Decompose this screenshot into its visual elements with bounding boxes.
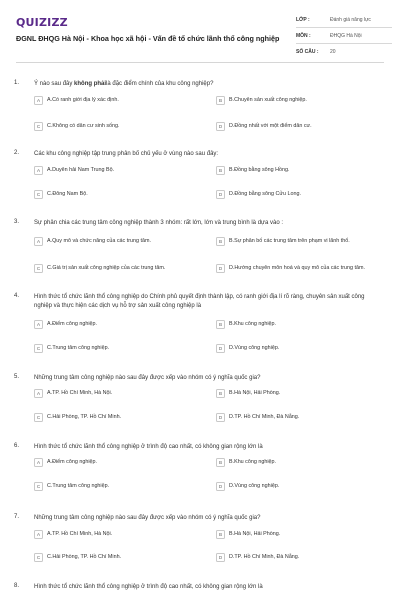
answer-option-a[interactable] [34,530,204,539]
question-number: 6. [14,443,20,449]
option-letter-box[interactable]: C [34,482,43,491]
answer-option-d[interactable] [216,122,386,131]
answer-option-c[interactable] [34,264,204,273]
option-letter-box[interactable]: C [34,553,43,562]
option-text: B.Sự phân bố các trung tâm trên phạm vi lãnh thổ. [229,238,350,244]
answer-option-b[interactable] [216,458,386,467]
question-text [34,374,384,383]
option-letter-box[interactable]: D [216,190,225,199]
question-text-part: Hình thức tổ chức lãnh thổ công nghiệp ở trình độ cao nhất, có không gian rộng lớn là [34,584,263,590]
question-text [34,583,384,592]
option-letter-box[interactable]: D [216,122,225,131]
answer-option-c[interactable] [34,553,204,562]
question-text [34,80,384,89]
answer-option-d[interactable] [216,344,386,353]
option-text: A.Điểm công nghiệp. [47,459,98,465]
meta-table [296,12,392,60]
question-number: 5. [14,374,20,380]
option-letter-box[interactable]: B [216,320,225,329]
option-letter-box[interactable]: A [34,458,43,467]
question-text-emphasis: không phải [74,81,107,87]
answer-option-b[interactable] [216,320,386,329]
option-letter-box[interactable]: A [34,237,43,246]
option-text: B.Khu công nghiệp. [229,459,277,465]
option-letter-box[interactable]: C [34,413,43,422]
answer-option-c[interactable] [34,413,204,422]
meta-label: LỚP : [296,16,310,23]
question-text [34,514,384,523]
answer-option-c[interactable] [34,482,204,491]
option-text: A.TP. Hồ Chí Minh, Hà Nội. [47,390,113,396]
option-letter-box[interactable]: A [34,96,43,105]
option-letter-box[interactable]: B [216,389,225,398]
question-text-part: Ý nào sau đây [34,81,75,87]
option-text: B.Khu công nghiệp. [229,321,277,327]
option-text: A.Có ranh giới địa lý xác định. [47,97,119,103]
option-text: C.Không có dân cư sinh sống. [47,123,120,129]
option-text: D.Hướng chuyên môn hoá và quy mô của các trung tâm. [229,265,365,271]
meta-row-count [296,44,392,60]
option-text: C.Giá trị sản xuất công nghiệp của các trung tâm. [47,265,166,271]
answer-option-d[interactable] [216,482,386,491]
question-text-part: Hình thức tổ chức lãnh thổ công nghiệp do Chính phủ quyết định thành lập, có ranh giới địa lí rõ ràng, chuyên sản xuất công nghiệp và thực hiện các dịch vụ hỗ trợ sản xuất công nghiệp là [34,294,365,309]
option-letter-box[interactable]: C [34,122,43,131]
option-text: C.Trung tâm công nghiệp. [47,345,110,351]
answer-option-c[interactable] [34,122,204,131]
option-letter-box[interactable]: A [34,166,43,175]
answer-option-a[interactable] [34,389,204,398]
option-letter-box[interactable]: B [216,166,225,175]
question-text [34,219,384,228]
meta-value: 20 [330,49,336,55]
question-text-part: Những trung tâm công nghiệp nào sau đây được xếp vào nhóm có ý nghĩa quốc gia? [34,515,261,521]
question-number: 3. [14,219,20,225]
option-letter-box[interactable]: D [216,553,225,562]
option-text: C.Trung tâm công nghiệp. [47,483,110,489]
option-letter-box[interactable]: D [216,264,225,273]
answer-option-d[interactable] [216,553,386,562]
option-text: C.Hải Phòng, TP. Hồ Chí Minh. [47,554,122,560]
header-divider [16,62,384,63]
option-text: D.Vùng công nghiệp. [229,345,280,351]
option-text: A.Điểm công nghiệp. [47,321,98,327]
question-text [34,443,384,452]
option-letter-box[interactable]: C [34,344,43,353]
answer-option-c[interactable] [34,344,204,353]
answer-option-b[interactable] [216,96,386,105]
meta-label: SỐ CÂU : [296,49,319,55]
answer-option-a[interactable] [34,166,204,175]
option-letter-box[interactable]: A [34,320,43,329]
option-letter-box[interactable]: A [34,530,43,539]
question-text-part: là đặc điểm chính của khu công nghiệp? [106,81,214,87]
answer-option-d[interactable] [216,413,386,422]
answer-option-a[interactable] [34,458,204,467]
question-text-part: Sự phân chia các trung tâm công nghiệp thành 3 nhóm: rất lớn, lớn và trung bình là dựa vào : [34,220,284,226]
page-title: ĐGNL ĐHQG Hà Nội - Khoa học xã hội - Vấn đề tổ chức lãnh thổ công nghiệp [16,34,280,43]
option-text: B.Đồng bằng sông Hồng. [229,167,290,173]
meta-row-class [296,12,392,28]
question-number: 8. [14,583,20,589]
answer-option-b[interactable] [216,166,386,175]
question-number: 4. [14,293,20,299]
meta-row-subject [296,28,392,44]
question-number: 2. [14,150,20,156]
answer-option-d[interactable] [216,264,386,273]
option-letter-box[interactable]: C [34,264,43,273]
option-text: A.Quy mô và chức năng của các trung tâm. [47,238,151,244]
question-text [34,293,384,311]
option-text: D.Đồng bằng sông Cửu Long. [229,191,301,197]
option-text: D.Vùng công nghiệp. [229,483,280,489]
question-text-part: Hình thức tổ chức lãnh thổ công nghiệp ở trình độ cao nhất, có không gian rộng lớn là [34,444,263,450]
option-letter-box[interactable]: B [216,458,225,467]
option-text: C.Hải Phòng, TP. Hồ Chí Minh. [47,414,122,420]
option-text: D.Đồng nhất với một điểm dân cư. [229,123,312,129]
option-letter-box[interactable]: B [216,237,225,246]
option-letter-box[interactable]: D [216,413,225,422]
option-text: B.Chuyên sản xuất công nghiệp. [229,97,307,103]
answer-option-a[interactable] [34,96,204,105]
option-text: D.TP. Hồ Chí Minh, Đà Nẵng. [229,414,300,420]
meta-value: Đánh giá năng lực [330,16,371,23]
option-letter-box[interactable]: D [216,344,225,353]
quizizz-logo: QUIZIZZ [16,16,68,29]
option-text: B.Hà Nội, Hải Phòng. [229,390,281,396]
option-letter-box[interactable]: B [216,530,225,539]
answer-option-a[interactable] [34,237,204,246]
question-text-part: Những trung tâm công nghiệp nào sau đây được xếp vào nhóm có ý nghĩa quốc gia? [34,375,261,381]
answer-option-c[interactable] [34,190,204,199]
option-text: B.Hà Nội, Hải Phòng. [229,531,281,537]
option-letter-box[interactable]: A [34,389,43,398]
option-text: A.TP. Hồ Chí Minh, Hà Nội. [47,531,113,537]
question-text [34,150,384,159]
question-number: 7. [14,514,20,520]
option-text: A.Duyên hải Nam Trung Bộ. [47,167,115,173]
option-letter-box[interactable]: C [34,190,43,199]
question-number: 1. [14,80,20,86]
meta-label: MÔN : [296,32,311,39]
answer-option-d[interactable] [216,190,386,199]
option-text: D.TP. Hồ Chí Minh, Đà Nẵng. [229,554,300,560]
answer-option-b[interactable] [216,237,386,246]
option-text: C.Đông Nam Bộ. [47,191,88,197]
answer-option-b[interactable] [216,530,386,539]
meta-value: ĐHQG Hà Nội [330,32,362,39]
option-letter-box[interactable]: D [216,482,225,491]
answer-option-b[interactable] [216,389,386,398]
answer-option-a[interactable] [34,320,204,329]
question-text-part: Các khu công nghiệp tập trung phân bố chủ yếu ở vùng nào sau đây: [34,151,219,157]
option-letter-box[interactable]: B [216,96,225,105]
